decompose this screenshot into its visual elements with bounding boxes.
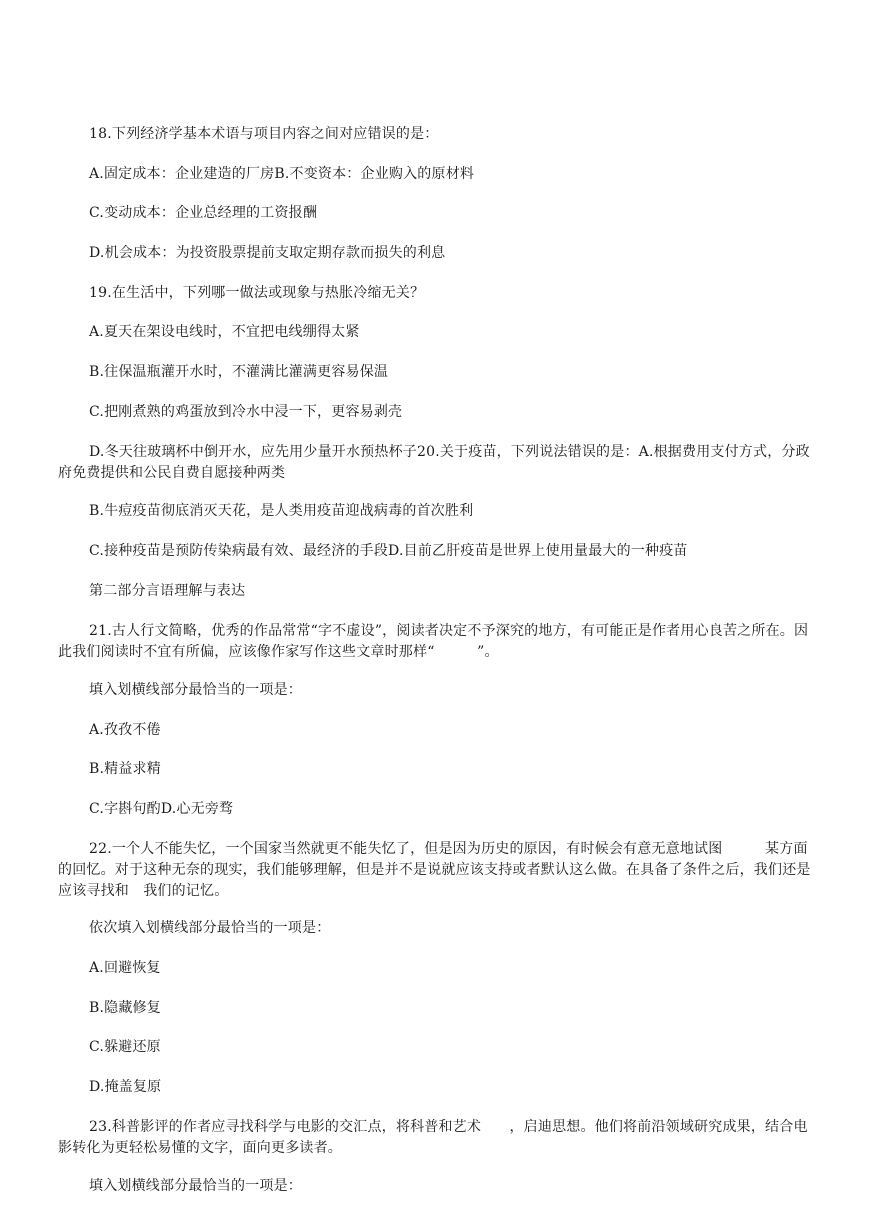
question-19-option-b: B.往保温瓶灌开水时，不灌满比灌满更容易保温	[89, 364, 389, 380]
question-22-stem: 22.一个人不能失忆，一个国家当然就更不能失忆了，但是因为历史的原因，有时候会有意无意地试图 某方面的回忆。对于这种无奈的现实，我们能够理解，但是并不是说就应该支持或者默认这么做。在具备了条件之后，我们还是应该寻找和 我们的记忆。	[58, 841, 811, 899]
question-22-prompt: 依次填入划横线部分最恰当的一项是：	[89, 920, 331, 936]
question-18-option-d: D.机会成本：为投资股票提前支取定期存款而损失的利息	[89, 245, 446, 261]
question-23-prompt: 填入划横线部分最恰当的一项是：	[89, 1178, 302, 1194]
question-21-stem: 21.古人行文简略，优秀的作品常常“字不虚设”，阅读者决定不予深究的地方，有可能正是作者用心良苦之所在。因此我们阅读时不宜有所偏，应该像作家写作这些文章时那样“ ”。	[58, 623, 809, 660]
question-23-stem: 23.科普影评的作者应寻找科学与电影的交汇点，将科普和艺术 ，启迪思想。他们将前沿领域研究成果，结合电影转化为更轻松易懂的文字，面向更多读者。	[58, 1119, 808, 1156]
question-22-option-c: C.躲避还原	[89, 1039, 161, 1055]
question-22-option-b: B.隐藏修复	[89, 1000, 161, 1016]
question-22-option-d: D.掩盖复原	[89, 1079, 162, 1095]
question-20-options-c-d: C.接种疫苗是预防传染病最有效、最经济的手段D.目前乙肝疫苗是世界上使用量最大的一种疫苗	[89, 543, 688, 559]
question-18-stem: 18.下列经济学基本术语与项目内容之间对应错误的是：	[89, 126, 439, 142]
question-18-options-a-b: A.固定成本：企业建造的厂房B.不变资本：企业购入的原材料	[89, 166, 475, 182]
question-21-options-c-d: C.字斟句酌D.心无旁骛	[89, 801, 234, 817]
question-18-option-c: C.变动成本：企业总经理的工资报酬	[89, 205, 318, 221]
question-21-prompt: 填入划横线部分最恰当的一项是：	[89, 682, 302, 698]
question-21-option-b: B.精益求精	[89, 761, 161, 777]
question-21-option-a: A.孜孜不倦	[89, 722, 161, 738]
section-heading: 第二部分言语理解与表达	[89, 583, 246, 599]
question-19-option-c: C.把刚煮熟的鸡蛋放到冷水中浸一下，更容易剥壳	[89, 404, 403, 420]
question-19-option-a: A.夏天在架设电线时，不宜把电线绷得太紧	[89, 324, 360, 340]
question-19-option-d-question-20-option-a: D.冬天往玻璃杯中倒开水，应先用少量开水预热杯子20.关于疫苗，下列说法错误的是：A.根据费用支付方式，分政府免费提供和公民自费自愿接种两类	[58, 444, 810, 481]
question-22-option-a: A.回避恢复	[89, 960, 161, 976]
question-20-option-b: B.牛痘疫苗彻底消灭天花，是人类用疫苗迎战病毒的首次胜利	[89, 503, 474, 519]
question-19-stem: 19.在生活中，下列哪一做法或现象与热胀冷缩无关？	[89, 285, 425, 301]
